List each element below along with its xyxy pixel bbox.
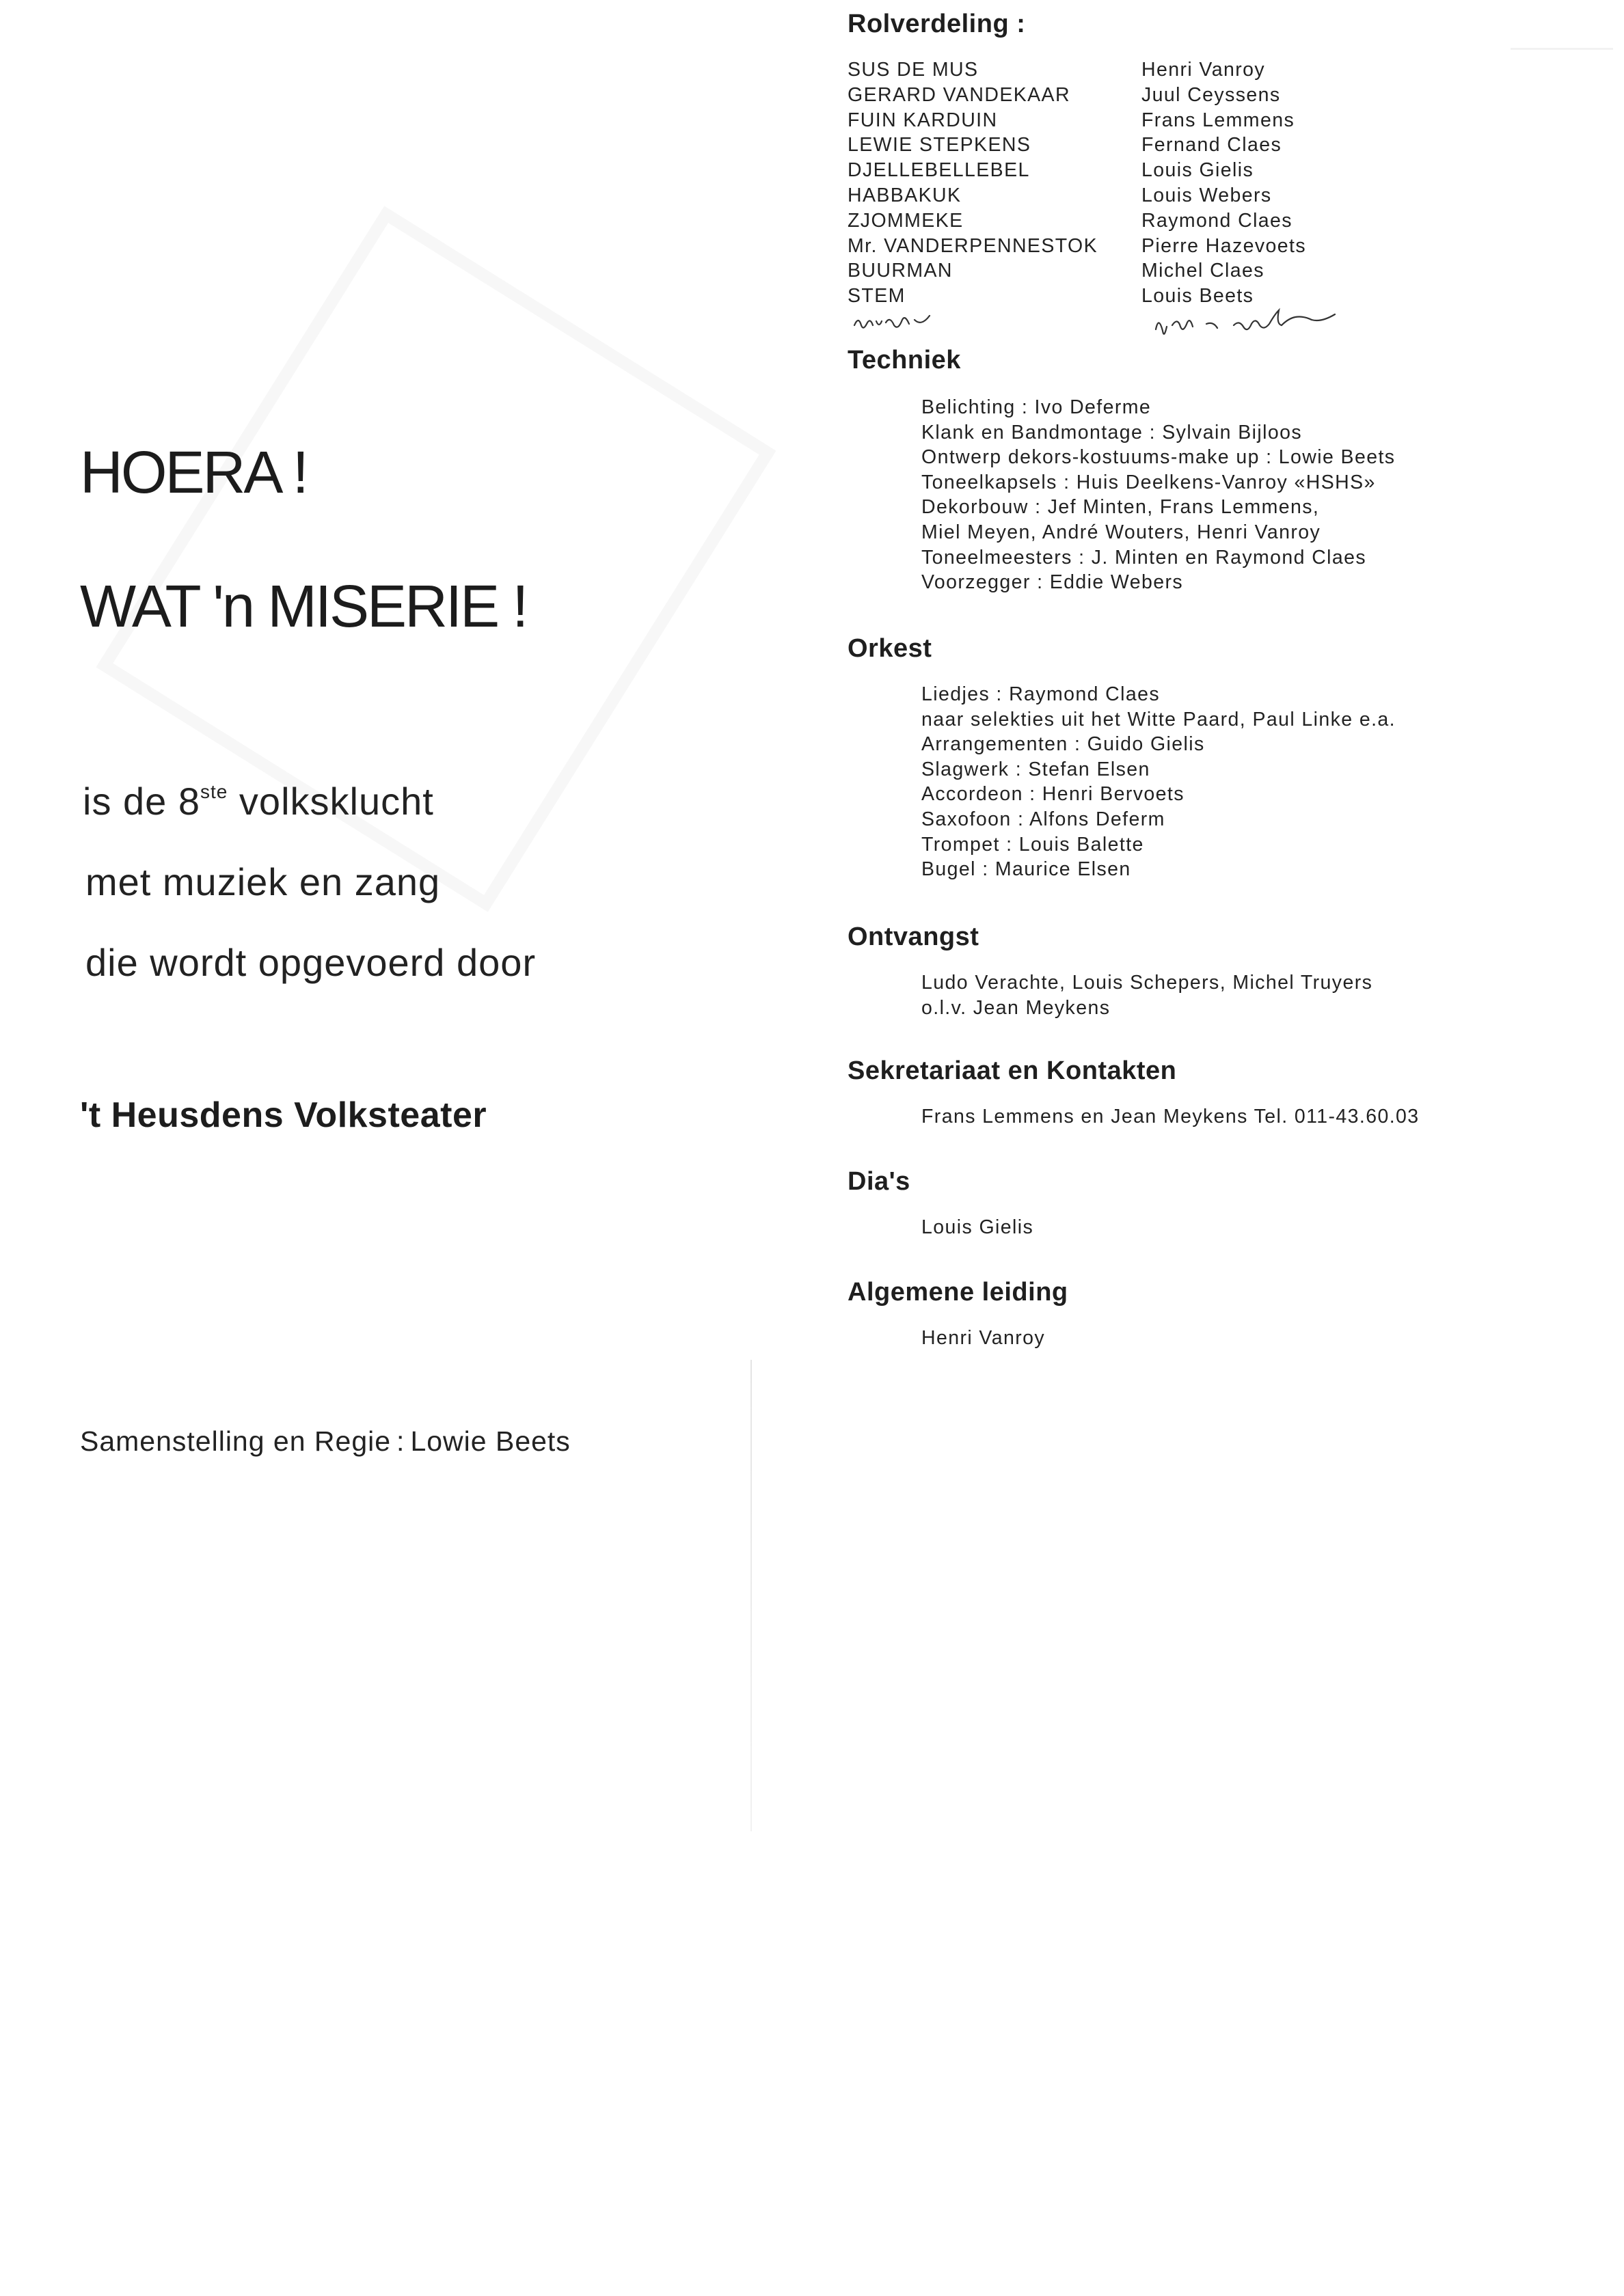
ontvangst-line: o.l.v. Jean Meykens (921, 996, 1111, 1019)
title-line-2: WAT 'n MISERIE ! (80, 573, 527, 640)
cast-role: Mr. VANDERPENNESTOK (848, 234, 1098, 257)
cast-actor: Louis Gielis (1141, 159, 1254, 182)
sekretariaat-line: Frans Lemmens en Jean Meykens Tel. 011-43.60.03 (921, 1106, 1420, 1128)
orkest-line: Accordeon : Henri Bervoets (921, 783, 1185, 806)
sekretariaat-heading: Sekretariaat en Kontakten (848, 1056, 1177, 1085)
orkest-heading: Orkest (848, 634, 932, 663)
leiding-heading: Algemene leiding (848, 1278, 1068, 1307)
cast-actor: Fernand Claes (1141, 134, 1282, 156)
techniek-heading: Techniek (848, 346, 961, 374)
cast-actor: Michel Claes (1141, 260, 1264, 282)
cast-role: STEM (848, 285, 906, 308)
techniek-line: Miel Meyen, André Wouters, Henri Vanroy (921, 521, 1321, 543)
orkest-line: Trompet : Louis Balette (921, 833, 1144, 856)
cast-actor: Raymond Claes (1141, 209, 1293, 232)
dias-heading: Dia's (848, 1167, 910, 1196)
orkest-line: Liedjes : Raymond Claes (921, 683, 1161, 705)
techniek-list (921, 396, 1395, 597)
dias-list (921, 1216, 1033, 1242)
ontvangst-list (921, 972, 1372, 1022)
orkest-line: Slagwerk : Stefan Elsen (921, 758, 1150, 780)
regie-separator: : (396, 1425, 405, 1457)
orkest-line: Saxofoon : Alfons Deferm (921, 808, 1165, 830)
ontvangst-heading: Ontvangst (848, 922, 979, 951)
regie-name: Lowie Beets (410, 1425, 571, 1457)
ordinal-superscript: ste (200, 781, 228, 803)
title-line-1: HOERA ! (80, 439, 307, 506)
techniek-line: Belichting : Ivo Deferme (921, 396, 1152, 418)
cast-role: GERARD VANDEKAAR (848, 83, 1070, 106)
regie-label: Samenstelling en Regie (80, 1425, 392, 1457)
intro-line-3: die wordt opgevoerd door (85, 941, 537, 984)
intro-prefix: is de 8 (83, 780, 200, 823)
dias-line: Louis Gielis (921, 1216, 1034, 1238)
rolverdeling-heading: Rolverdeling : (848, 10, 1026, 38)
techniek-line: Toneelkapsels : Huis Deelkens-Vanroy «HSHS» (921, 471, 1376, 493)
ontvangst-line: Ludo Verachte, Louis Schepers, Michel Truyers (921, 972, 1373, 994)
cast-role: ZJOMMEKE (848, 209, 964, 232)
cast-role: DJELLEBELLEBEL (848, 159, 1030, 182)
regie-credit (80, 1425, 571, 1458)
handwritten-scribble-1 (852, 308, 954, 335)
leiding-line: Henri Vanroy (921, 1327, 1046, 1349)
cast-actor: Louis Beets (1141, 285, 1254, 308)
cast-actor: Juul Ceyssens (1141, 83, 1281, 106)
handwritten-scribble-2 (1152, 305, 1384, 346)
orkest-line: Bugel : Maurice Elsen (921, 858, 1131, 881)
cast-role: SUS DE MUS (848, 59, 979, 81)
techniek-line: Ontwerp dekors-kostuums-make up : Lowie Beets (921, 446, 1396, 469)
fold-line (750, 1360, 752, 1831)
cast-actor: Louis Webers (1141, 184, 1272, 206)
intro-line-2: met muziek en zang (85, 860, 441, 903)
intro-line-1 (83, 779, 434, 823)
company-name: 't Heusdens Volksteater (80, 1095, 487, 1135)
cast-actor: Pierre Hazevoets (1141, 234, 1306, 257)
sekretariaat-list (921, 1106, 1420, 1131)
cast-role: FUIN KARDUIN (848, 109, 998, 131)
cast-actor: Henri Vanroy (1141, 59, 1266, 81)
orkest-line: naar selekties uit het Witte Paard, Paul Linke e.a. (921, 708, 1396, 730)
orkest-list (921, 683, 1396, 884)
cast-role: HABBAKUK (848, 184, 962, 206)
leiding-list (921, 1327, 1045, 1352)
techniek-line: Toneelmeesters : J. Minten en Raymond Claes (921, 546, 1367, 569)
techniek-line: Dekorbouw : Jef Minten, Frans Lemmens, (921, 496, 1320, 519)
techniek-line: Voorzegger : Eddie Webers (921, 571, 1184, 594)
cast-role: LEWIE STEPKENS (848, 134, 1031, 156)
orkest-line: Arrangementen : Guido Gielis (921, 733, 1205, 756)
techniek-line: Klank en Bandmontage : Sylvain Bijloos (921, 421, 1303, 443)
show-through-line (1511, 7, 1613, 50)
cast-actor: Frans Lemmens (1141, 109, 1295, 131)
intro-suffix: volksklucht (228, 780, 434, 823)
cast-role: BUURMAN (848, 260, 953, 282)
